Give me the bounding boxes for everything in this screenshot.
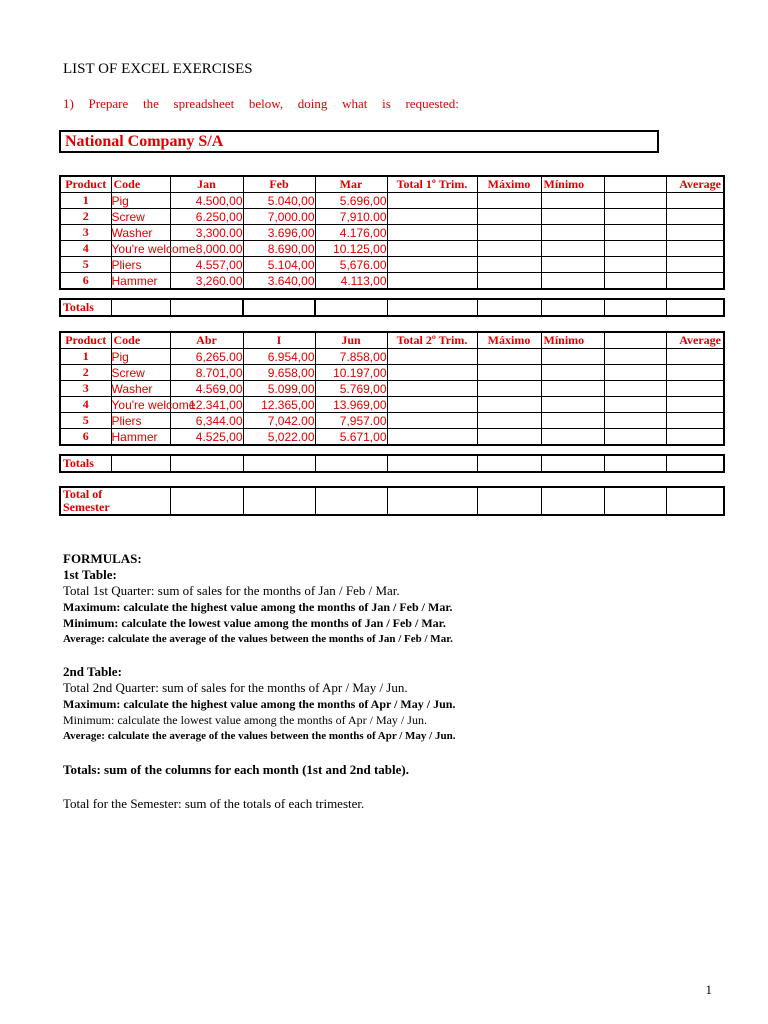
page-number: 1 bbox=[705, 982, 712, 997]
empty-cell bbox=[387, 487, 477, 515]
value-cell: 5,676.00 bbox=[315, 257, 387, 273]
empty-cell bbox=[477, 299, 541, 316]
empty-cell bbox=[541, 299, 604, 316]
empty-cell bbox=[387, 257, 477, 273]
formula-line: Maximum: calculate the highest value among the months of Apr / May / Jun. bbox=[63, 697, 456, 711]
header-cell: Total 1º Trim. bbox=[387, 176, 477, 193]
product-code: Washer bbox=[111, 381, 170, 397]
empty-cell bbox=[387, 241, 477, 257]
empty-cell bbox=[387, 225, 477, 241]
product-code: Washer bbox=[111, 225, 170, 241]
value-cell: 4.569,00 bbox=[170, 381, 243, 397]
semester-label-line: Total of bbox=[63, 487, 103, 501]
empty-cell bbox=[387, 429, 477, 446]
value-cell: 5.769,00 bbox=[315, 381, 387, 397]
totals-row-q1 bbox=[59, 298, 725, 317]
empty-cell bbox=[604, 455, 666, 472]
empty-cell bbox=[666, 349, 724, 365]
table-row bbox=[60, 349, 724, 365]
value-cell: 6.250,00 bbox=[170, 209, 243, 225]
empty-cell bbox=[666, 225, 724, 241]
instruction-word: what bbox=[342, 96, 368, 111]
empty-cell bbox=[666, 241, 724, 257]
header-cell: Jun bbox=[315, 332, 387, 349]
product-number: 5 bbox=[60, 257, 111, 273]
totals-label: Totals bbox=[60, 455, 111, 472]
empty-cell bbox=[243, 299, 315, 316]
empty-cell bbox=[604, 299, 666, 316]
table-row bbox=[60, 413, 724, 429]
empty-cell bbox=[477, 273, 541, 290]
table1-subtitle: 1st Table: bbox=[63, 567, 117, 582]
value-cell: 3.696,00 bbox=[243, 225, 315, 241]
header-cell: Feb bbox=[243, 176, 315, 193]
formula-line: Minimum: calculate the lowest value among the months of Jan / Feb / Mar. bbox=[63, 616, 446, 630]
empty-cell bbox=[477, 397, 541, 413]
product-number: 6 bbox=[60, 429, 111, 446]
empty-cell bbox=[170, 299, 243, 316]
value-cell: 3,260.00 bbox=[170, 273, 243, 290]
formulas-section bbox=[63, 551, 703, 812]
empty-cell bbox=[243, 455, 315, 472]
empty-cell bbox=[315, 299, 387, 316]
empty-cell bbox=[387, 455, 477, 472]
empty-cell bbox=[666, 413, 724, 429]
value-cell: 5.040,00 bbox=[243, 193, 315, 209]
company-name: National Company S/A bbox=[65, 133, 224, 150]
empty-cell bbox=[477, 365, 541, 381]
header-cell: Product bbox=[60, 176, 111, 193]
empty-cell bbox=[604, 397, 666, 413]
empty-cell bbox=[477, 349, 541, 365]
product-code: Pliers bbox=[111, 257, 170, 273]
value-cell: 10.125,00 bbox=[315, 241, 387, 257]
empty-cell bbox=[666, 487, 724, 515]
empty-cell bbox=[170, 487, 243, 515]
empty-cell bbox=[541, 349, 604, 365]
formulas-title: FORMULAS: bbox=[63, 551, 142, 566]
empty-cell bbox=[541, 193, 604, 209]
instruction-word: 1) bbox=[63, 96, 74, 111]
sales-table-q2 bbox=[59, 331, 725, 446]
empty-cell bbox=[477, 209, 541, 225]
header-cell: Jan bbox=[170, 176, 243, 193]
value-cell: 4.557,00 bbox=[170, 257, 243, 273]
value-cell: 8.690,00 bbox=[243, 241, 315, 257]
empty-cell bbox=[387, 349, 477, 365]
formula-line: Average: calculate the average of the values between the months of Apr / May / Jun. bbox=[63, 730, 456, 742]
table-row bbox=[60, 225, 724, 241]
product-code: Pig bbox=[111, 349, 170, 365]
header-cell: Average bbox=[666, 332, 724, 349]
empty-cell bbox=[541, 365, 604, 381]
value-cell: 3.640,00 bbox=[243, 273, 315, 290]
product-code: Screw bbox=[111, 209, 170, 225]
value-cell: 4.176,00 bbox=[315, 225, 387, 241]
product-code: Pig bbox=[111, 193, 170, 209]
product-number: 3 bbox=[60, 225, 111, 241]
header-cell: Mínimo bbox=[541, 176, 604, 193]
value-cell: 7.858,00 bbox=[315, 349, 387, 365]
value-cell: 5.099,00 bbox=[243, 381, 315, 397]
header-cell bbox=[604, 176, 666, 193]
product-code: Hammer bbox=[111, 273, 170, 290]
empty-cell bbox=[477, 413, 541, 429]
value-cell: 8.701,00 bbox=[170, 365, 243, 381]
empty-cell bbox=[387, 397, 477, 413]
table-row bbox=[60, 397, 724, 413]
empty-cell bbox=[604, 225, 666, 241]
value-cell: 6.954,00 bbox=[243, 349, 315, 365]
empty-cell bbox=[541, 413, 604, 429]
empty-cell bbox=[666, 193, 724, 209]
value-cell: 6,265.00 bbox=[170, 349, 243, 365]
company-title-box bbox=[59, 130, 659, 153]
table-row bbox=[60, 273, 724, 290]
empty-cell bbox=[604, 193, 666, 209]
instruction-word: requested: bbox=[405, 96, 459, 111]
empty-cell bbox=[243, 487, 315, 515]
table-row bbox=[60, 365, 724, 381]
table-row bbox=[60, 429, 724, 446]
table2-subtitle: 2nd Table: bbox=[63, 664, 122, 679]
header-cell: Máximo bbox=[477, 176, 541, 193]
header-cell bbox=[604, 332, 666, 349]
value-cell: 4.113,00 bbox=[315, 273, 387, 290]
value-cell: 4.500,00 bbox=[170, 193, 243, 209]
empty-cell bbox=[666, 209, 724, 225]
empty-cell bbox=[604, 487, 666, 515]
empty-cell bbox=[541, 381, 604, 397]
empty-cell bbox=[477, 429, 541, 446]
table-row bbox=[60, 209, 724, 225]
empty-cell bbox=[666, 397, 724, 413]
table-row bbox=[60, 241, 724, 257]
semester-label bbox=[60, 487, 170, 515]
empty-cell bbox=[604, 365, 666, 381]
empty-cell bbox=[541, 273, 604, 290]
value-cell: 12.341,00 bbox=[170, 397, 243, 413]
empty-cell bbox=[604, 209, 666, 225]
empty-cell bbox=[387, 381, 477, 397]
value-cell: 5.696,00 bbox=[315, 193, 387, 209]
empty-cell bbox=[387, 193, 477, 209]
product-number: 2 bbox=[60, 209, 111, 225]
instruction-word: below, bbox=[248, 96, 284, 111]
semester-total-row bbox=[59, 486, 725, 516]
instruction-word: is bbox=[382, 96, 391, 111]
empty-cell bbox=[604, 413, 666, 429]
empty-cell bbox=[387, 299, 477, 316]
empty-cell bbox=[666, 299, 724, 316]
sales-table-q1 bbox=[59, 175, 725, 290]
empty-cell bbox=[604, 349, 666, 365]
instruction-word: doing bbox=[297, 96, 328, 111]
value-cell: 12.365,00 bbox=[243, 397, 315, 413]
value-cell: 4.525,00 bbox=[170, 429, 243, 446]
empty-cell bbox=[604, 257, 666, 273]
value-cell: 3,300.00 bbox=[170, 225, 243, 241]
formula-line: Total 2nd Quarter: sum of sales for the months of Apr / May / Jun. bbox=[63, 680, 408, 695]
empty-cell bbox=[541, 397, 604, 413]
product-code: Screw bbox=[111, 365, 170, 381]
header-cell: Mar bbox=[315, 176, 387, 193]
value-cell: 7,000.00 bbox=[243, 209, 315, 225]
empty-cell bbox=[666, 429, 724, 446]
header-cell: Code bbox=[111, 332, 170, 349]
formula-line: Minimum: calculate the lowest value among the months of Apr / May / Jun. bbox=[63, 713, 427, 727]
table-header-row bbox=[60, 176, 724, 193]
formula-line: Average: calculate the average of the values between the months of Jan / Feb / Mar. bbox=[63, 633, 453, 645]
empty-cell bbox=[477, 455, 541, 472]
product-code: You're welcome bbox=[111, 241, 196, 256]
product-number: 3 bbox=[60, 381, 111, 397]
value-cell: 8,000.00 bbox=[170, 241, 243, 257]
value-cell: 13.969,00 bbox=[315, 397, 387, 413]
empty-cell bbox=[387, 413, 477, 429]
formula-line: Total 1st Quarter: sum of sales for the months of Jan / Feb / Mar. bbox=[63, 583, 400, 598]
product-number: 2 bbox=[60, 365, 111, 381]
empty-cell bbox=[477, 193, 541, 209]
header-cell: Code bbox=[111, 176, 170, 193]
header-cell: Abr bbox=[170, 332, 243, 349]
table-header-row bbox=[60, 332, 724, 349]
header-cell: Mínimo bbox=[541, 332, 604, 349]
product-number: 5 bbox=[60, 413, 111, 429]
empty-cell bbox=[604, 273, 666, 290]
empty-cell bbox=[477, 381, 541, 397]
empty-cell bbox=[387, 365, 477, 381]
empty-cell bbox=[604, 381, 666, 397]
empty-cell bbox=[604, 241, 666, 257]
table-row bbox=[60, 193, 724, 209]
product-number: 1 bbox=[60, 349, 111, 365]
table-row bbox=[60, 257, 724, 273]
empty-cell bbox=[541, 241, 604, 257]
product-code: Pliers bbox=[111, 413, 170, 429]
product-number: 6 bbox=[60, 273, 111, 290]
instruction-word: the bbox=[142, 96, 159, 111]
empty-cell bbox=[604, 429, 666, 446]
empty-cell bbox=[541, 209, 604, 225]
header-cell: Total 2º Trim. bbox=[387, 332, 477, 349]
empty-cell bbox=[541, 429, 604, 446]
totals-label: Totals bbox=[60, 299, 111, 316]
totals-row-q2 bbox=[59, 454, 725, 473]
instruction-line bbox=[63, 96, 459, 112]
empty-cell bbox=[477, 241, 541, 257]
product-number: 4 bbox=[60, 241, 111, 257]
value-cell: 5.104,00 bbox=[243, 257, 315, 273]
empty-cell bbox=[477, 257, 541, 273]
empty-cell bbox=[477, 225, 541, 241]
empty-cell bbox=[315, 455, 387, 472]
value-cell: 7,957.00 bbox=[315, 413, 387, 429]
formula-line: Maximum: calculate the highest value among the months of Jan / Feb / Mar. bbox=[63, 600, 453, 614]
empty-cell bbox=[666, 257, 724, 273]
header-cell: Máximo bbox=[477, 332, 541, 349]
empty-cell bbox=[315, 487, 387, 515]
empty-cell bbox=[477, 487, 541, 515]
value-cell: 6,344.00 bbox=[170, 413, 243, 429]
empty-cell bbox=[666, 273, 724, 290]
empty-cell bbox=[170, 455, 243, 472]
semester-note: Total for the Semester: sum of the totals of each trimester. bbox=[63, 796, 365, 811]
empty-cell bbox=[541, 487, 604, 515]
instruction-word: Prepare bbox=[88, 96, 129, 111]
value-cell: 10.197,00 bbox=[315, 365, 387, 381]
header-cell: Product bbox=[60, 332, 111, 349]
product-number: 4 bbox=[60, 397, 111, 413]
empty-cell bbox=[387, 273, 477, 290]
value-cell: 5,022.00 bbox=[243, 429, 315, 446]
empty-cell bbox=[111, 455, 170, 472]
empty-cell bbox=[666, 365, 724, 381]
document-heading: LIST OF EXCEL EXERCISES bbox=[63, 61, 253, 77]
product-code: You're welcome bbox=[111, 397, 196, 412]
value-cell: 7,910.00 bbox=[315, 209, 387, 225]
value-cell: 9.658,00 bbox=[243, 365, 315, 381]
semester-label-line: Semester bbox=[63, 500, 110, 514]
totals-note: Totals: sum of the columns for each month (1st and 2nd table). bbox=[63, 762, 409, 777]
header-cell: Average bbox=[666, 176, 724, 193]
product-code: Hammer bbox=[111, 429, 170, 446]
empty-cell bbox=[541, 455, 604, 472]
instruction-word: spreadsheet bbox=[173, 96, 235, 111]
empty-cell bbox=[666, 381, 724, 397]
value-cell: 7,042.00 bbox=[243, 413, 315, 429]
empty-cell bbox=[111, 299, 170, 316]
value-cell: 5.671,00 bbox=[315, 429, 387, 446]
empty-cell bbox=[541, 257, 604, 273]
header-cell: I bbox=[243, 332, 315, 349]
product-number: 1 bbox=[60, 193, 111, 209]
empty-cell bbox=[541, 225, 604, 241]
empty-cell bbox=[387, 209, 477, 225]
table-row bbox=[60, 381, 724, 397]
empty-cell bbox=[666, 455, 724, 472]
